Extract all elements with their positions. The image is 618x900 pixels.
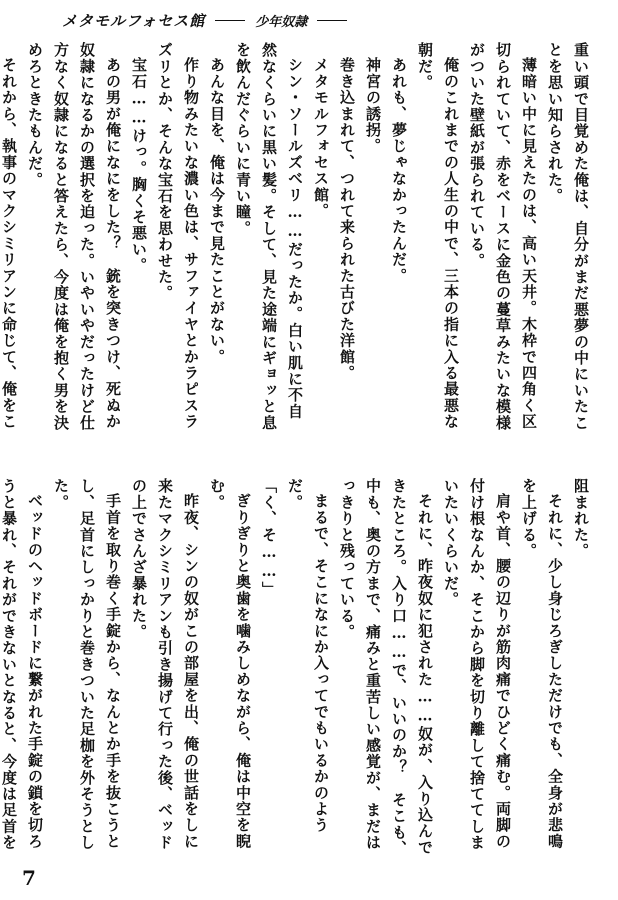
paragraph: それに、少し身じろぎしただけでも、全身が悲鳴を上げる。	[520, 478, 564, 850]
top-text-block	[0, 42, 594, 432]
paragraph: 昨夜、シンの奴がこの部屋を出、俺の世話をしに来たマクシミリアンも引き揚げて行った後、ベッドの上でさんざ暴れた。	[130, 478, 200, 851]
paragraph: ぎりぎりと奥歯を噛みしめながら、俺は中空を睨む。	[208, 478, 252, 850]
paragraph: あの男が俺になにをした？ 銃を突きつけ、死ぬか奴隷になるかの選択を迫った。いやいやだったけど仕方なく奴隷になると答えたら、今度は俺を抱く男を決めろときたもんだ。	[26, 42, 122, 431]
paragraph: 肩や首、腰の辺りが筋肉痛でひどく痛む。両脚の付け根なんか、そこから脚を切り離して捨ててしまいたいくらいだ。	[442, 478, 512, 851]
paragraph: 宝石……けっ。胸くそ悪い。	[130, 57, 148, 274]
paragraph: 神宮の誘拐。	[364, 57, 382, 155]
page-number: 7	[22, 866, 36, 890]
paragraph: 重い頭で目覚めた俺は、自分がまだ悪夢の中にいたことを思い知らされた。	[546, 42, 590, 431]
paragraph: メタモルフォセス館。	[312, 57, 330, 219]
paragraph: あんな目を、俺は今まで見たことがない。	[208, 57, 226, 365]
paragraph: まるで、そこになにか入ってでもいるかのようだ。	[286, 478, 330, 834]
dialogue-line: 「く、そ……」	[260, 478, 278, 598]
paragraph: ベッドのヘッドボードに繋がれた手錠の鎖を切ろうと暴れ、それができないとなると、今度は足首を	[0, 478, 44, 851]
paragraph: 巻き込まれて、つれて来られた古びた洋館。	[338, 57, 356, 381]
bottom-text-block	[0, 478, 594, 858]
paragraph: 作り物みたいな濃い色は、サファイヤとかラピスラズリとか、そんな宝石を思わせた。	[156, 42, 200, 430]
paragraph: 俺のこれまでの人生の中で、三本の指に入る最悪な朝だ。	[416, 42, 460, 430]
paragraph: それに、昨夜奴に犯された……奴が、入り込んできたところ。入り口……で、いいのか？ そこも、中も、奥の方まで、痛みと重苦しい感覚が、まだはっきりと残っている。	[338, 478, 434, 857]
paragraph: それから、執事のマクシミリアンに命じて、俺をこ	[0, 57, 18, 430]
book-title: メタモルフォセス館	[62, 11, 206, 30]
paragraph: 阻まれた。	[572, 478, 590, 559]
header-dash-right	[317, 20, 347, 21]
chapter-subtitle: 少年奴隷	[255, 14, 308, 30]
paragraph: 薄暗い中に見えたのは、高い天井。木枠で四角く区切られていて、赤をベースに金色の蔓草みたいな模様がついた壁紙が張られている。	[468, 42, 538, 431]
running-header	[62, 8, 392, 32]
paragraph: 手首を取り巻く手錠から、なんとか手を抜こうとし、足首にしっかりと巻きついた足枷を外そうとした。	[52, 478, 122, 851]
paragraph: シン・ソールズベリ……だったか。白い肌に不自然なくらいに黒い髪。そして、見た途端にギョッと息を飲んだぐらいに青い瞳。	[234, 42, 304, 431]
header-dash-left	[215, 20, 245, 21]
paragraph: あれも、夢じゃなかったんだ。	[390, 57, 408, 284]
